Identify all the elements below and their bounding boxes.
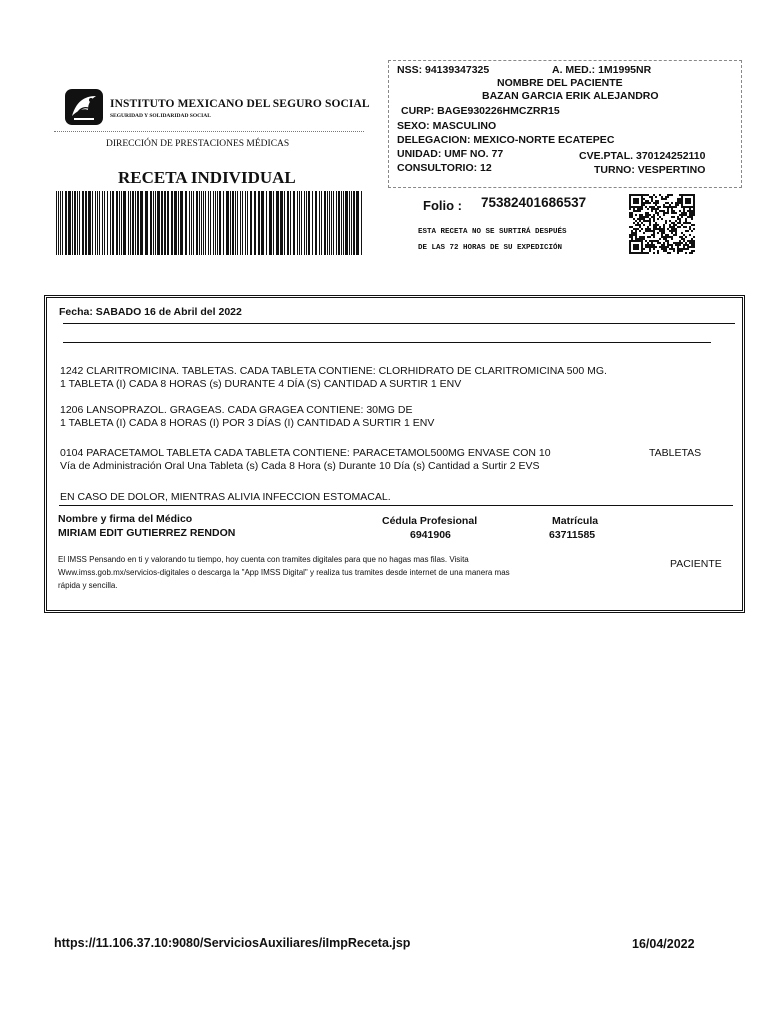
date-rule xyxy=(63,323,735,324)
imss-eagle-logo xyxy=(64,88,104,126)
curp: CURP: BAGE930226HMCZRR15 xyxy=(401,105,560,117)
delegation: DELEGACION: MEXICO-NORTE ECATEPEC xyxy=(397,134,615,146)
prescription-box xyxy=(44,295,745,613)
institution-name: INSTITUTO MEXICANO DEL SEGURO SOCIAL xyxy=(110,98,370,110)
unit: UNIDAD: UMF NO. 77 xyxy=(397,148,504,160)
folio-label: Folio : xyxy=(423,198,462,213)
registration-number: 63711585 xyxy=(549,529,596,541)
doctor-name: MIRIAM EDIT GUTIERREZ RENDON xyxy=(58,527,236,539)
patient-name: BAZAN GARCIA ERIK ALEJANDRO xyxy=(482,90,659,102)
postal-key: CVE.PTAL. 370124252110 xyxy=(579,150,706,162)
expiry-notice-line2: DE LAS 72 HORAS DE SU EXPEDICIÓN xyxy=(418,244,563,252)
medication-description: 0104 PARACETAMOL TABLETA CADA TABLETA CONTIENE: PARACETAMOL500MG ENVASE CON 10 xyxy=(60,447,551,459)
note-line: rápida y sencilla. xyxy=(58,581,118,590)
expiry-notice-line1: ESTA RECETA NO SE SURTIRÁ DESPUÉS xyxy=(418,228,567,236)
digital-services-note xyxy=(58,553,510,592)
folio-number: 75382401686537 xyxy=(481,195,587,210)
license-label: Cédula Profesional xyxy=(382,515,478,527)
license-number: 6941906 xyxy=(410,529,451,541)
patient-name-label: NOMBRE DEL PACIENTE xyxy=(497,77,623,89)
header-divider xyxy=(54,131,364,132)
nss: NSS: 94139347325 xyxy=(397,64,490,76)
qr-code xyxy=(629,194,695,254)
sex: SEXO: MASCULINO xyxy=(397,120,497,132)
indications: EN CASO DE DOLOR, MIENTRAS ALIVIA INFECCION ESTOMACAL. xyxy=(60,491,391,503)
patient-info-box xyxy=(388,60,742,188)
document-title: RECETA INDIVIDUAL xyxy=(118,168,296,187)
medication-dosage: 1 TABLETA (I) CADA 8 HORAS (s) DURANTE 4 DÍA (S) CANTIDAD A SURTIR 1 ENV xyxy=(60,378,462,390)
department-label: DIRECCIÓN DE PRESTACIONES MÉDICAS xyxy=(106,139,290,149)
medication-dosage: 1 TABLETA (I) CADA 8 HORAS (I) POR 3 DÍAS (I) CANTIDAD A SURTIR 1 ENV xyxy=(60,417,435,429)
medication-dosage: Vía de Administración Oral Una Tableta (s) Cada 8 Hora (s) Durante 10 Día (s) Cantidad a Surtir 2 EVS xyxy=(60,460,540,472)
doctor-label: Nombre y firma del Médico xyxy=(58,513,193,525)
signature-rule xyxy=(59,505,733,506)
medication-item xyxy=(60,447,551,473)
copy-recipient: PACIENTE xyxy=(670,558,722,570)
imss-logo-block xyxy=(64,88,370,132)
medical-aggregate: A. MED.: 1M1995NR xyxy=(552,64,652,76)
note-line: Www.imss.gob.mx/servicios-digitales o descarga la "App IMSS Digital" y realiza tus tramites desde internet de una manera mas xyxy=(58,568,510,577)
medication-item xyxy=(60,404,434,430)
prescription-date: Fecha: SABADO 16 de Abril del 2022 xyxy=(59,306,242,318)
medication-description: 1206 LANSOPRAZOL. GRAGEAS. CADA GRAGEA CONTIENE: 30MG DE xyxy=(60,404,413,416)
medication-description: 1242 CLARITROMICINA. TABLETAS. CADA TABLETA CONTIENE: CLORHIDRATO DE CLARITROMICINA 500 MG. xyxy=(60,365,607,377)
print-url: https://11.106.37.10:9080/ServiciosAuxiliares/iImpReceta.jsp xyxy=(54,936,411,950)
consulting-room: CONSULTORIO: 12 xyxy=(397,162,492,174)
print-date: 16/04/2022 xyxy=(632,937,695,951)
diagnosis-rule xyxy=(63,342,711,343)
medication-item xyxy=(60,365,607,391)
note-line: El IMSS Pensando en ti y valorando tu tiempo, hoy cuenta con tramites digitales para que no hagas mas filas. Visita xyxy=(58,555,469,564)
shift: TURNO: VESPERTINO xyxy=(594,164,706,176)
barcode xyxy=(56,191,364,255)
registration-label: Matrícula xyxy=(552,515,599,527)
institution-subtitle: SEGURIDAD Y SOLIDARIDAD SOCIAL xyxy=(110,113,211,119)
medication-unit: TABLETAS xyxy=(649,447,702,459)
